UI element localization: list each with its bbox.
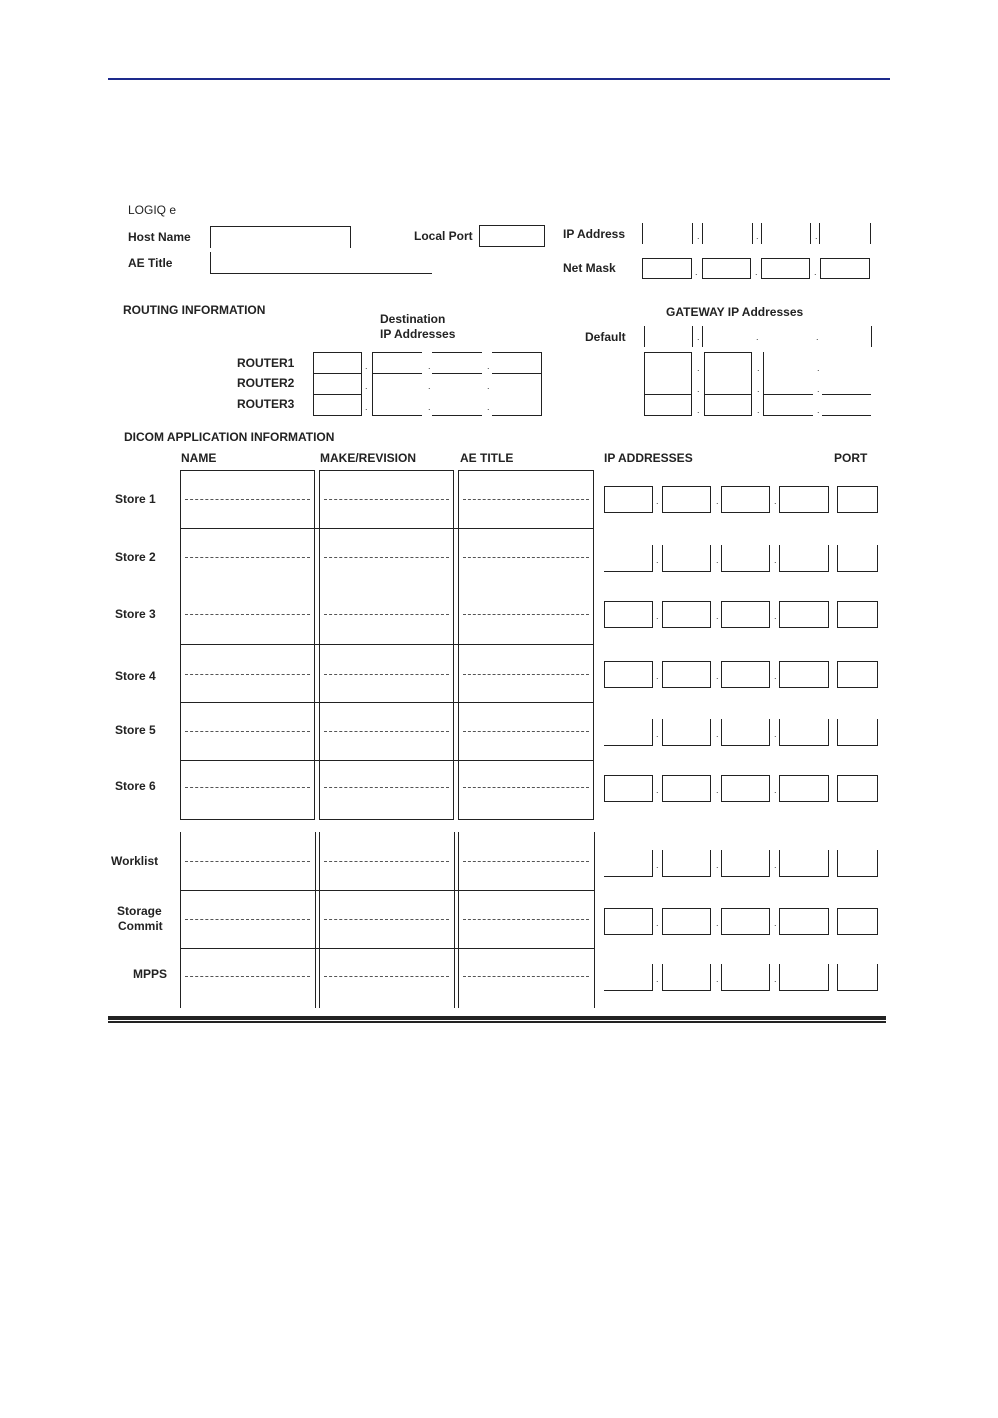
gateway-dot: . — [817, 363, 820, 373]
dicom-ip-dot: . — [774, 671, 777, 681]
dicom-col-line — [180, 832, 181, 1008]
dicom-row-line — [180, 760, 594, 761]
dicom-entry-line — [324, 976, 449, 977]
dicom-ip-dot: . — [656, 729, 659, 739]
dicom-entry-line — [324, 557, 449, 558]
router-dot: . — [487, 402, 490, 412]
row-storage-commit-2: Commit — [118, 919, 163, 933]
col-ip-addresses: IP ADDRESSES — [604, 451, 693, 465]
dicom-ip-divider — [652, 545, 653, 572]
dicom-entry-line — [185, 557, 310, 558]
dicom-entry-line — [185, 674, 310, 675]
dicom-col-line — [454, 832, 455, 1008]
col-make-revision: MAKE/REVISION — [320, 451, 417, 465]
dicom-ip-octet[interactable] — [721, 601, 770, 628]
dicom-entry-line — [185, 614, 310, 615]
router-top-line — [492, 352, 542, 353]
dicom-ip-octet[interactable] — [837, 601, 878, 628]
dicom-entry-line — [185, 976, 310, 977]
dicom-ip-octet[interactable] — [604, 719, 653, 746]
dicom-ip-octet[interactable] — [779, 964, 829, 991]
net-mask-octet[interactable] — [820, 258, 870, 279]
dicom-ip-dot: . — [656, 555, 659, 565]
dicom-ip-octet[interactable] — [662, 545, 711, 572]
dicom-entry-line — [185, 499, 310, 500]
dicom-ip-divider — [828, 719, 829, 746]
ip-address-divider — [642, 223, 643, 244]
dicom-ip-dot: . — [774, 918, 777, 928]
router-bottom-line — [432, 415, 482, 416]
router-row-line — [372, 373, 422, 374]
gateway-default-divider — [702, 326, 703, 347]
dicom-ip-dot: . — [774, 611, 777, 621]
dicom-ip-divider — [710, 964, 711, 991]
gateway-row-line — [644, 394, 692, 395]
col-port: PORT — [834, 451, 868, 465]
dicom-ip-divider — [828, 545, 829, 572]
dicom-ip-octet[interactable] — [604, 601, 653, 628]
net-mask-octet[interactable] — [702, 258, 751, 279]
dicom-ip-dot: . — [774, 860, 777, 870]
router-dot: . — [487, 361, 490, 371]
dicom-row-line — [180, 948, 594, 949]
gateway-octet-column[interactable] — [644, 352, 692, 416]
dicom-ip-divider — [769, 545, 770, 572]
dicom-column-block[interactable] — [319, 470, 454, 820]
dicom-ip-dot: . — [656, 860, 659, 870]
net-mask-dot: . — [695, 267, 698, 277]
router-top-line — [372, 352, 422, 353]
dicom-ip-octet[interactable] — [837, 964, 878, 991]
dicom-ip-octet[interactable] — [779, 601, 829, 628]
default-label: Default — [585, 330, 626, 344]
dicom-ip-divider — [877, 545, 878, 572]
dicom-column-block[interactable] — [458, 470, 594, 820]
gateway-dot: . — [697, 363, 700, 373]
ip-address-divider — [819, 223, 820, 244]
dicom-ip-dot: . — [774, 555, 777, 565]
dicom-ip-octet[interactable] — [837, 545, 878, 572]
local-port-field[interactable] — [479, 225, 545, 247]
dicom-ip-dot: . — [716, 974, 719, 984]
dicom-entry-line — [324, 731, 449, 732]
net-mask-octet[interactable] — [761, 258, 810, 279]
dicom-ip-octet[interactable] — [662, 775, 711, 802]
gateway-dot: . — [817, 405, 820, 415]
gateway-octet-column[interactable] — [704, 352, 752, 416]
dicom-ip-octet[interactable] — [721, 775, 770, 802]
dicom-ip-octet[interactable] — [837, 850, 878, 877]
footer-rule-thin — [108, 1021, 886, 1023]
router-dot: . — [365, 381, 368, 391]
dicom-ip-dot: . — [716, 785, 719, 795]
dicom-ip-octet[interactable] — [662, 908, 711, 935]
dicom-ip-octet[interactable] — [837, 719, 878, 746]
dicom-ip-octet[interactable] — [721, 908, 770, 935]
router-col-line — [541, 352, 542, 416]
router1-label: ROUTER1 — [237, 356, 295, 370]
dicom-ip-octet[interactable] — [779, 908, 829, 935]
dicom-ip-octet[interactable] — [662, 964, 711, 991]
row-store-1: Store 1 — [115, 492, 156, 506]
ip-address-dot: . — [815, 231, 818, 241]
header-rule — [108, 78, 890, 80]
dicom-entry-line — [185, 919, 310, 920]
dicom-entry-line — [324, 919, 449, 920]
gateway-dot: . — [697, 405, 700, 415]
dicom-ip-dot: . — [716, 671, 719, 681]
router2-label: ROUTER2 — [237, 376, 295, 390]
dicom-ip-dot: . — [656, 918, 659, 928]
gateway-dot: . — [817, 384, 820, 394]
row-store-6: Store 6 — [115, 779, 156, 793]
dicom-ip-octet[interactable] — [837, 775, 878, 802]
dicom-ip-dot: . — [656, 611, 659, 621]
gateway-default-divider — [644, 326, 645, 347]
dicom-ip-dot: . — [716, 611, 719, 621]
dicom-ip-divider — [769, 964, 770, 991]
ip-address-dot: . — [756, 231, 759, 241]
dicom-ip-octet[interactable] — [837, 486, 878, 513]
dicom-entry-line — [324, 499, 449, 500]
col-name: NAME — [181, 451, 217, 465]
router-bottom-line — [492, 415, 542, 416]
router-row-line — [313, 373, 362, 374]
dicom-ip-dot: . — [656, 496, 659, 506]
dicom-ip-divider — [710, 850, 711, 877]
ip-address-divider — [810, 223, 811, 244]
dicom-entry-line — [324, 787, 449, 788]
router-octet-column[interactable] — [313, 352, 362, 416]
host-name-label: Host Name — [128, 230, 191, 244]
row-store-5: Store 5 — [115, 723, 156, 737]
destination-label: Destination — [380, 312, 446, 326]
dicom-ip-octet[interactable] — [721, 545, 770, 572]
gateway-title: GATEWAY IP Addresses — [666, 305, 804, 319]
row-storage-commit-1: Storage — [117, 904, 162, 918]
dicom-ip-dot: . — [656, 974, 659, 984]
dicom-ip-divider — [652, 719, 653, 746]
dicom-ip-octet[interactable] — [721, 719, 770, 746]
ip-address-divider — [692, 223, 693, 244]
dicom-ip-octet[interactable] — [721, 661, 770, 688]
gateway-bottom-line — [822, 415, 871, 416]
dicom-row-line — [180, 890, 594, 891]
dicom-title: DICOM APPLICATION INFORMATION — [124, 430, 335, 444]
dicom-ip-octet[interactable] — [837, 908, 878, 935]
dicom-ip-dot: . — [716, 555, 719, 565]
router-bottom-line — [372, 415, 422, 416]
router3-label: ROUTER3 — [237, 397, 295, 411]
gateway-col-line — [763, 352, 764, 416]
dicom-ip-divider — [828, 850, 829, 877]
dicom-row-line — [180, 644, 594, 645]
gateway-default-dot: . — [756, 332, 759, 342]
dicom-ip-octet[interactable] — [604, 908, 653, 935]
router-dot: . — [365, 402, 368, 412]
dicom-col-line — [315, 832, 316, 1008]
dicom-ip-octet[interactable] — [604, 486, 653, 513]
router-col-line — [372, 352, 373, 416]
net-mask-dot: . — [755, 267, 758, 277]
dicom-ip-divider — [652, 964, 653, 991]
gateway-row-line — [822, 394, 871, 395]
dicom-ip-octet[interactable] — [604, 775, 653, 802]
dicom-row-line — [180, 702, 594, 703]
dicom-ip-octet[interactable] — [604, 964, 653, 991]
dicom-entry-line — [463, 499, 589, 500]
ae-title-label: AE Title — [128, 256, 173, 270]
gateway-default-dot: . — [697, 332, 700, 342]
ip-address-divider — [702, 223, 703, 244]
dicom-entry-line — [324, 614, 449, 615]
router-dot: . — [428, 361, 431, 371]
router-row-line — [492, 373, 542, 374]
dicom-ip-octet[interactable] — [779, 850, 829, 877]
dicom-ip-octet[interactable] — [662, 486, 711, 513]
dicom-ip-dot: . — [656, 785, 659, 795]
router-top-line — [432, 352, 482, 353]
row-worklist: Worklist — [111, 854, 159, 868]
dicom-ip-dot: . — [774, 785, 777, 795]
gateway-bottom-line — [763, 415, 813, 416]
dicom-ip-dot: . — [716, 860, 719, 870]
dicom-ip-octet[interactable] — [721, 486, 770, 513]
dicom-ip-dot: . — [656, 671, 659, 681]
dicom-entry-line — [463, 731, 589, 732]
local-port-label: Local Port — [414, 229, 473, 243]
dicom-ip-octet[interactable] — [779, 545, 829, 572]
footer-rule — [108, 1016, 886, 1020]
router-row-line — [313, 394, 362, 395]
dicom-ip-divider — [652, 850, 653, 877]
ip-address-dot: . — [697, 231, 700, 241]
dicom-ip-octet[interactable] — [721, 964, 770, 991]
dicom-ip-octet[interactable] — [721, 850, 770, 877]
router-row-line — [432, 373, 482, 374]
router-dot: . — [428, 381, 431, 391]
dicom-ip-divider — [710, 545, 711, 572]
dicom-ip-octet[interactable] — [604, 545, 653, 572]
dicom-ip-dot: . — [774, 729, 777, 739]
dicom-ip-octet[interactable] — [837, 661, 878, 688]
dicom-entry-line — [463, 557, 589, 558]
gateway-dot: . — [757, 363, 760, 373]
net-mask-octet[interactable] — [642, 258, 692, 279]
dicom-ip-octet[interactable] — [779, 719, 829, 746]
dicom-col-line — [458, 832, 459, 1008]
dicom-entry-line — [463, 919, 589, 920]
gateway-row-line — [704, 394, 752, 395]
dicom-ip-divider — [877, 850, 878, 877]
row-store-2: Store 2 — [115, 550, 156, 564]
host-name-field[interactable] — [210, 226, 351, 248]
ip-address-label: IP Address — [563, 227, 626, 241]
row-store-4: Store 4 — [115, 669, 156, 683]
gateway-row-line — [763, 394, 813, 395]
gateway-dot: . — [757, 405, 760, 415]
ae-title-field[interactable] — [210, 252, 432, 274]
dicom-entry-line — [185, 861, 310, 862]
dicom-ip-octet[interactable] — [779, 775, 829, 802]
dicom-entry-line — [185, 787, 310, 788]
dicom-entry-line — [463, 674, 589, 675]
dicom-column-block[interactable] — [180, 470, 315, 820]
dicom-row-line — [180, 528, 594, 529]
dicom-col-line — [319, 832, 320, 1008]
dicom-ip-dot: . — [716, 729, 719, 739]
dicom-ip-divider — [710, 719, 711, 746]
dicom-ip-octet[interactable] — [604, 661, 653, 688]
dicom-entry-line — [463, 614, 589, 615]
gateway-default-divider — [871, 326, 872, 347]
dicom-col-line — [594, 832, 595, 1008]
row-store-3: Store 3 — [115, 607, 156, 621]
dicom-ip-divider — [877, 964, 878, 991]
dicom-entry-line — [185, 731, 310, 732]
dicom-ip-divider — [828, 964, 829, 991]
dicom-entry-line — [463, 861, 589, 862]
dicom-ip-octet[interactable] — [604, 850, 653, 877]
router-dot: . — [365, 361, 368, 371]
dicom-ip-dot: . — [716, 496, 719, 506]
dicom-ip-octet[interactable] — [779, 661, 829, 688]
dicom-entry-line — [463, 787, 589, 788]
net-mask-label: Net Mask — [563, 261, 616, 275]
dicom-ip-octet[interactable] — [779, 486, 829, 513]
gateway-dot: . — [697, 384, 700, 394]
dicom-ip-divider — [769, 719, 770, 746]
ip-address-divider — [761, 223, 762, 244]
dicom-ip-dot: . — [774, 496, 777, 506]
dicom-ip-octet[interactable] — [662, 661, 711, 688]
gateway-dot: . — [757, 384, 760, 394]
dicom-ip-octet[interactable] — [662, 850, 711, 877]
router-dot: . — [428, 402, 431, 412]
col-ae-title: AE TITLE — [460, 451, 514, 465]
dicom-ip-divider — [877, 719, 878, 746]
gateway-default-divider — [692, 326, 693, 347]
dicom-ip-dot: . — [774, 974, 777, 984]
router-dot: . — [487, 381, 490, 391]
dicom-ip-dot: . — [716, 918, 719, 928]
destination-ip-label: IP Addresses — [380, 327, 456, 341]
routing-title: ROUTING INFORMATION — [123, 303, 266, 317]
net-mask-dot: . — [814, 267, 817, 277]
dicom-ip-octet[interactable] — [662, 719, 711, 746]
dicom-ip-divider — [769, 850, 770, 877]
product-name: LOGIQ e — [128, 203, 177, 217]
dicom-entry-line — [463, 976, 589, 977]
ip-address-divider — [870, 223, 871, 244]
ip-address-divider — [752, 223, 753, 244]
dicom-entry-line — [324, 674, 449, 675]
row-mpps: MPPS — [133, 967, 168, 981]
dicom-entry-line — [324, 861, 449, 862]
dicom-ip-octet[interactable] — [662, 601, 711, 628]
gateway-default-dot: . — [816, 332, 819, 342]
